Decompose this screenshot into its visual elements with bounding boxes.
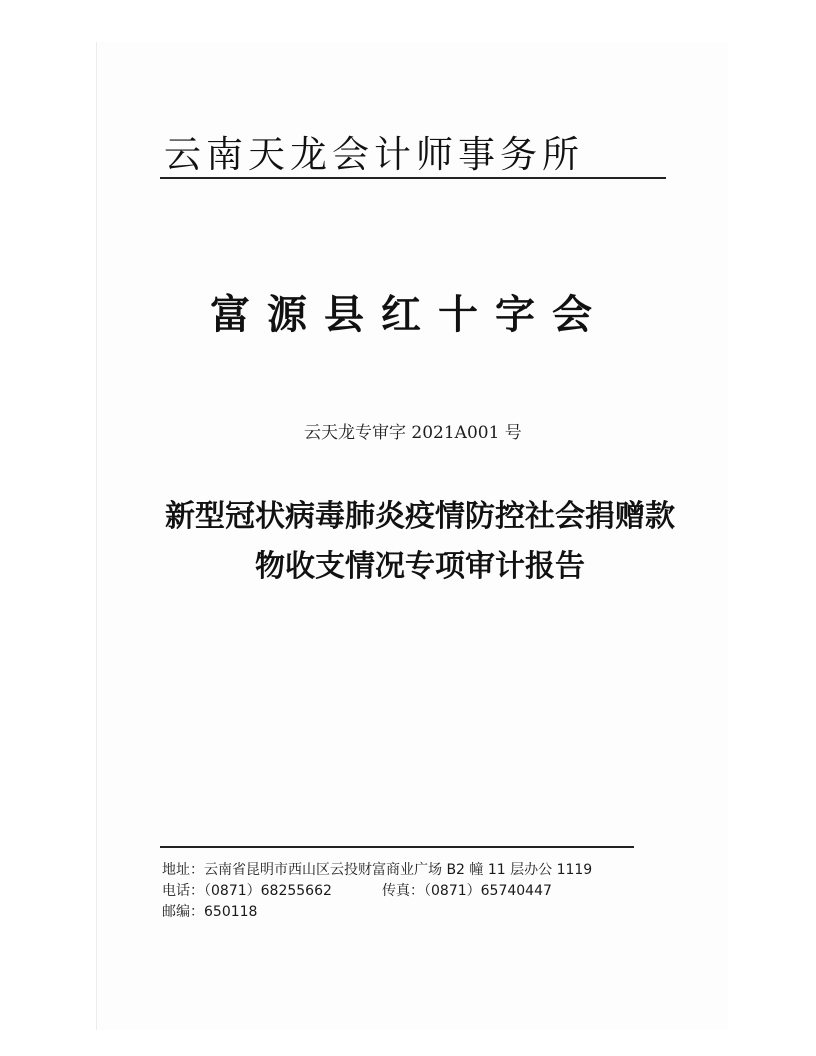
footer-divider bbox=[160, 846, 634, 848]
phone-number: 电话：（0871）68255662 bbox=[162, 883, 332, 899]
phone-fax-row bbox=[162, 881, 642, 902]
page-edge bbox=[96, 42, 97, 1030]
document-number: 云天龙专审字 2021A001 号 bbox=[304, 423, 522, 443]
report-title-line-1: 新型冠状病毒肺炎疫情防控社会捐赠款 bbox=[165, 499, 675, 534]
firm-name-underline bbox=[160, 177, 666, 179]
contact-footer bbox=[162, 860, 642, 923]
firm-name: 云南天龙会计师事务所 bbox=[164, 133, 584, 176]
client-name: 富源县红十字会 bbox=[210, 291, 609, 338]
report-title bbox=[160, 492, 680, 592]
fax-number: 传真：（0871）65740447 bbox=[382, 883, 552, 899]
postcode-line: 邮编：650118 bbox=[162, 904, 258, 920]
address-line: 地址：云南省昆明市西山区云投财富商业广场 B2 幢 11 层办公 1119 bbox=[162, 862, 593, 878]
report-title-line-2: 物收支情况专项审计报告 bbox=[255, 549, 585, 584]
